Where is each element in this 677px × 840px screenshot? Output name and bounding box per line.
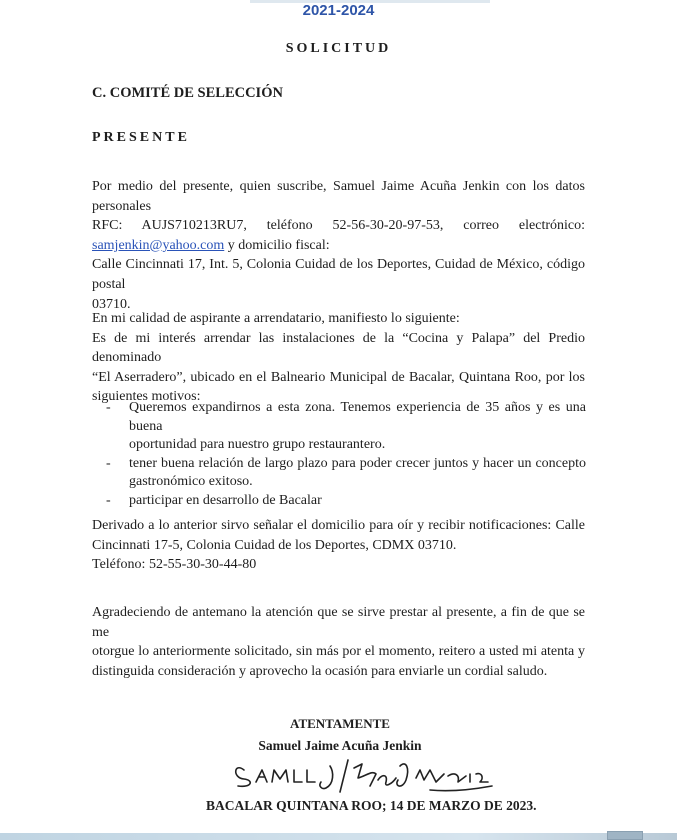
paragraph-line: Es de mi interés arrendar las instalaciones de la “Cocina y Palapa” del Predio denominado — [92, 330, 585, 366]
presente-heading: PRESENTE — [92, 130, 190, 145]
paragraph-line: “El Aserradero”, ubicado en el Balneario Municipal de Bacalar, Quintana Roo, por los — [92, 369, 585, 385]
paragraph-line: Derivado a lo anterior sirvo señalar el domicilio para oír y recibir notificaciones: Calle — [92, 518, 585, 533]
atentamente-label: ATENTAMENTE — [290, 716, 390, 731]
list-item-line: - tener buena relación de largo plazo para poder crecer juntos y hacer un concepto — [129, 455, 586, 471]
paragraph-line: otorgue lo anteriormente solicitado, sin más por el momento, reitero a usted mi atenta y — [92, 644, 585, 660]
fiscal-address-label: y domicilio fiscal: — [224, 237, 330, 253]
addressee: C. COMITÉ DE SELECCIÓN — [92, 85, 283, 101]
paragraph-line — [92, 236, 585, 256]
closing-paragraph — [92, 603, 585, 681]
handwritten-signature — [230, 752, 500, 796]
paragraph-line: En mi calidad de aspirante a arrendatario, manifiesto lo siguiente: — [92, 311, 460, 326]
list-item — [106, 455, 586, 492]
identification-paragraph — [92, 177, 585, 314]
petition-paragraph — [92, 309, 585, 407]
paragraph-line: 03710. — [92, 296, 131, 312]
document-title: SOLICITUD — [285, 41, 392, 56]
email-link[interactable]: samjenkin@yahoo.com — [92, 237, 225, 253]
list-item — [106, 399, 586, 455]
signer-name: Samuel Jaime Acuña Jenkin — [258, 738, 422, 753]
paragraph-line: Agradeciendo de antemano la atención que se sirve prestar al presente, a fin de que se me — [92, 605, 585, 640]
list-item — [106, 492, 586, 511]
paragraph-line: RFC: AUJS710213RU7, teléfono 52-56-30-20-97-53, correo electrónico: — [92, 218, 585, 234]
paragraph-line: Cincinnati 17-5, Colonia Cuidad de los Deportes, CDMX 03710. — [92, 537, 457, 553]
footer-band — [0, 833, 677, 840]
footer-widget — [607, 831, 643, 840]
place-and-date: BACALAR QUINTANA ROO; 14 DE MARZO DE 2023. — [206, 798, 537, 813]
paragraph-line: distinguida consideración y aprovecho la ocasión para enviarle un cordial saludo. — [92, 663, 548, 679]
paragraph-line: Calle Cincinnati 17, Int. 5, Colonia Cuidad de los Deportes, Cuidad de México, código postal — [92, 257, 585, 292]
reasons-list — [106, 399, 586, 511]
paragraph-line: Por medio del presente, quien suscribe, Samuel Jaime Acuña Jenkin con los datos personales — [92, 179, 585, 214]
list-item-line: gastronómico exitoso. — [129, 474, 253, 490]
list-item-line: - Queremos expandirnos a esta zona. Tenemos experiencia de 35 años y es una buena — [129, 400, 586, 434]
list-item-line: oportunidad para nuestro grupo restaurantero. — [129, 437, 386, 453]
domicile-paragraph — [92, 516, 585, 575]
list-item-line: - participar en desarrollo de Bacalar — [129, 492, 322, 508]
administration-period: 2021-2024 — [302, 2, 375, 19]
paragraph-line: Teléfono: 52-55-30-30-44-80 — [92, 557, 257, 573]
paragraph-line: siguientes motivos: — [92, 389, 201, 405]
